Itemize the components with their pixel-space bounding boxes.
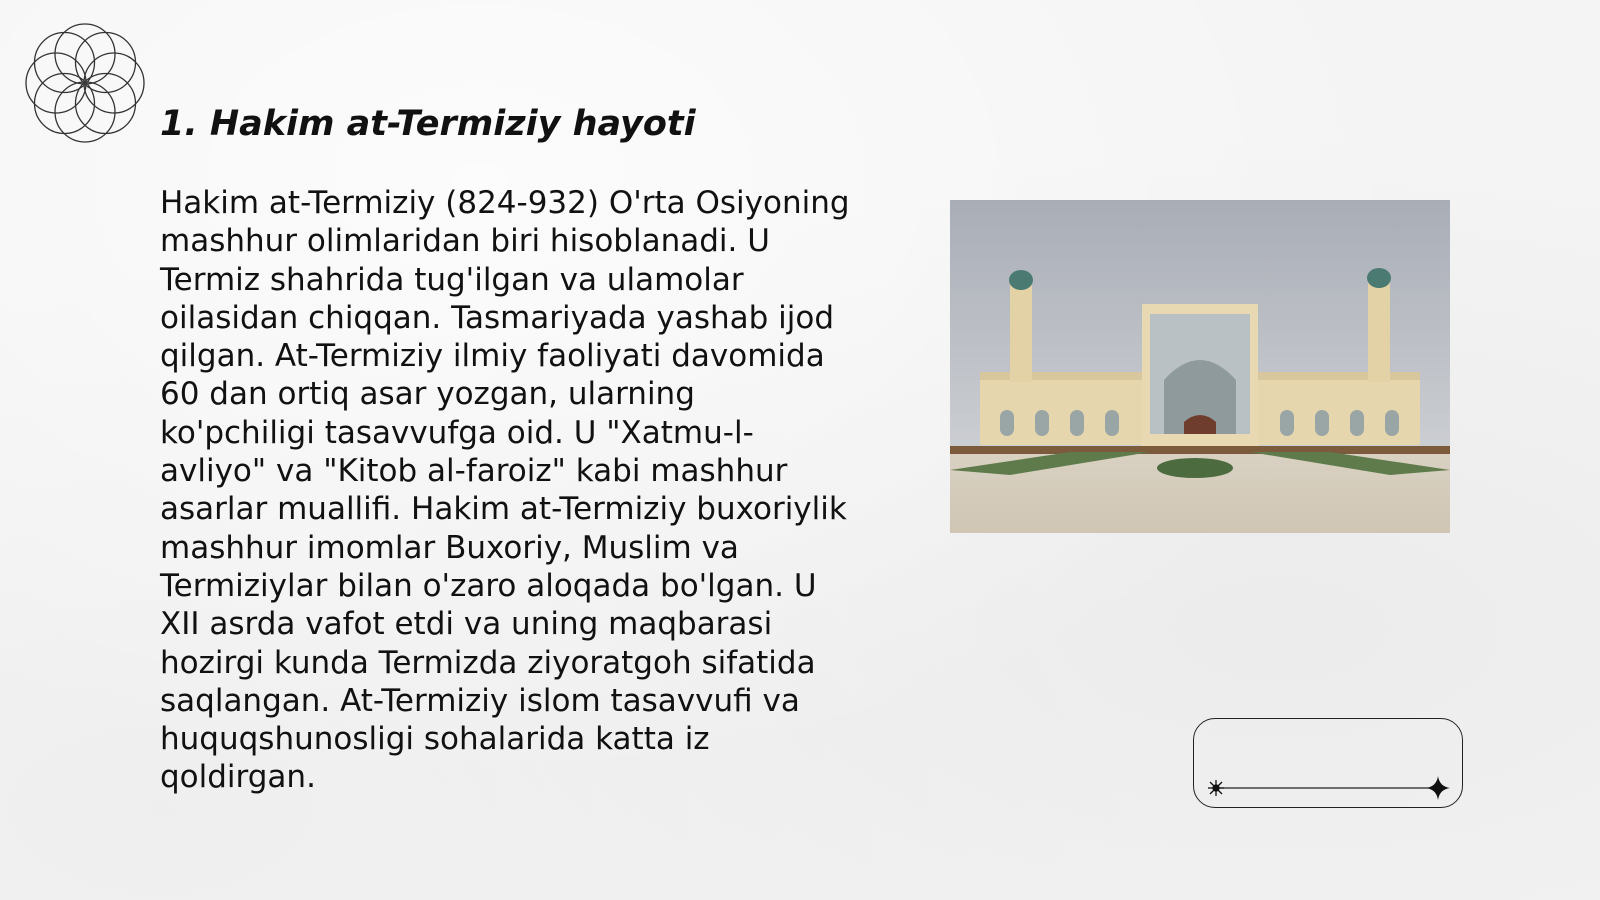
- sparkle-star-icon: [1426, 776, 1450, 800]
- slide-title: 1. Hakim at-Termiziy hayoti: [160, 104, 696, 144]
- slide-body-text: Hakim at-Termiziy (824-932) O'rta Osiyoning mashhur olimlaridan biri hisoblanadi. U Termiz shahrida tug'ilgan va ulamolar oilasidan chiqqan. Tasmariyada yashab ijod qilgan. At-Termiziy ilmiy faoliyati davomida 60 dan ortiq asar yozgan, ularning ko'pchiligi tasavvufga oid. U "Xatmu-l-avliyo" va "Kitob al-faroiz" kabi mashhur asarlar muallifi. Hakim at-Termiziy buxoriylik mashhur imomlar Buxoriy, Muslim va Termiziylar bilan o'zaro aloqada bo'lgan. U XII asrda vafot etdi va uning maqbarasi hozirgi kunda Termizda ziyoratgoh sifatida saqlangan. At-Termiziy islom tasavvufi va huquqshunosligi sohalarida katta iz qoldirgan.: [160, 185, 850, 796]
- sun-burst-icon: [1208, 780, 1224, 796]
